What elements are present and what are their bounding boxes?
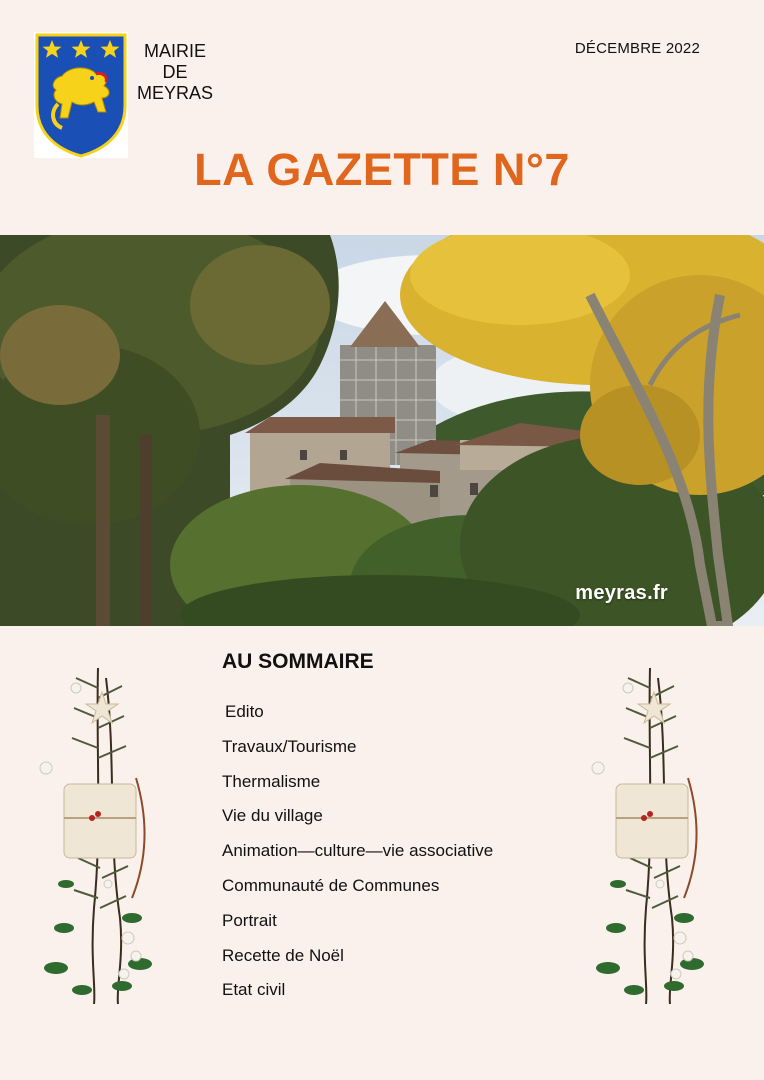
summary-item: Animation—culture—vie associative (222, 841, 494, 861)
christmas-garland-right (588, 668, 720, 1004)
mairie-line: MAIRIE (143, 41, 206, 61)
mairie-line: DE (162, 62, 188, 82)
summary-item: Communauté de Communes (222, 875, 440, 895)
summary-item: Portrait (222, 910, 277, 930)
village-photo (0, 235, 764, 626)
summary-item: Travaux/Tourisme (222, 736, 357, 756)
coat-of-arms-logo (34, 32, 128, 158)
summary-item: Thermalisme (222, 771, 321, 791)
summary-item: Vie du village (222, 806, 323, 826)
summary-item: Recette de Noël (222, 945, 344, 965)
gazette-title: LA GAZETTE N°7 (194, 144, 570, 195)
mairie-line: MEYRAS (136, 83, 214, 103)
summary-item: Edito (225, 702, 264, 721)
christmas-garland-left (36, 668, 168, 1004)
summary-item: Etat civil (222, 980, 286, 1000)
mairie-name (128, 41, 222, 104)
summary-title: AU SOMMAIRE (222, 650, 374, 673)
website-watermark: meyras.fr (575, 582, 668, 604)
issue-date: DÉCEMBRE 2022 (574, 40, 700, 57)
summary-list (222, 697, 493, 1010)
